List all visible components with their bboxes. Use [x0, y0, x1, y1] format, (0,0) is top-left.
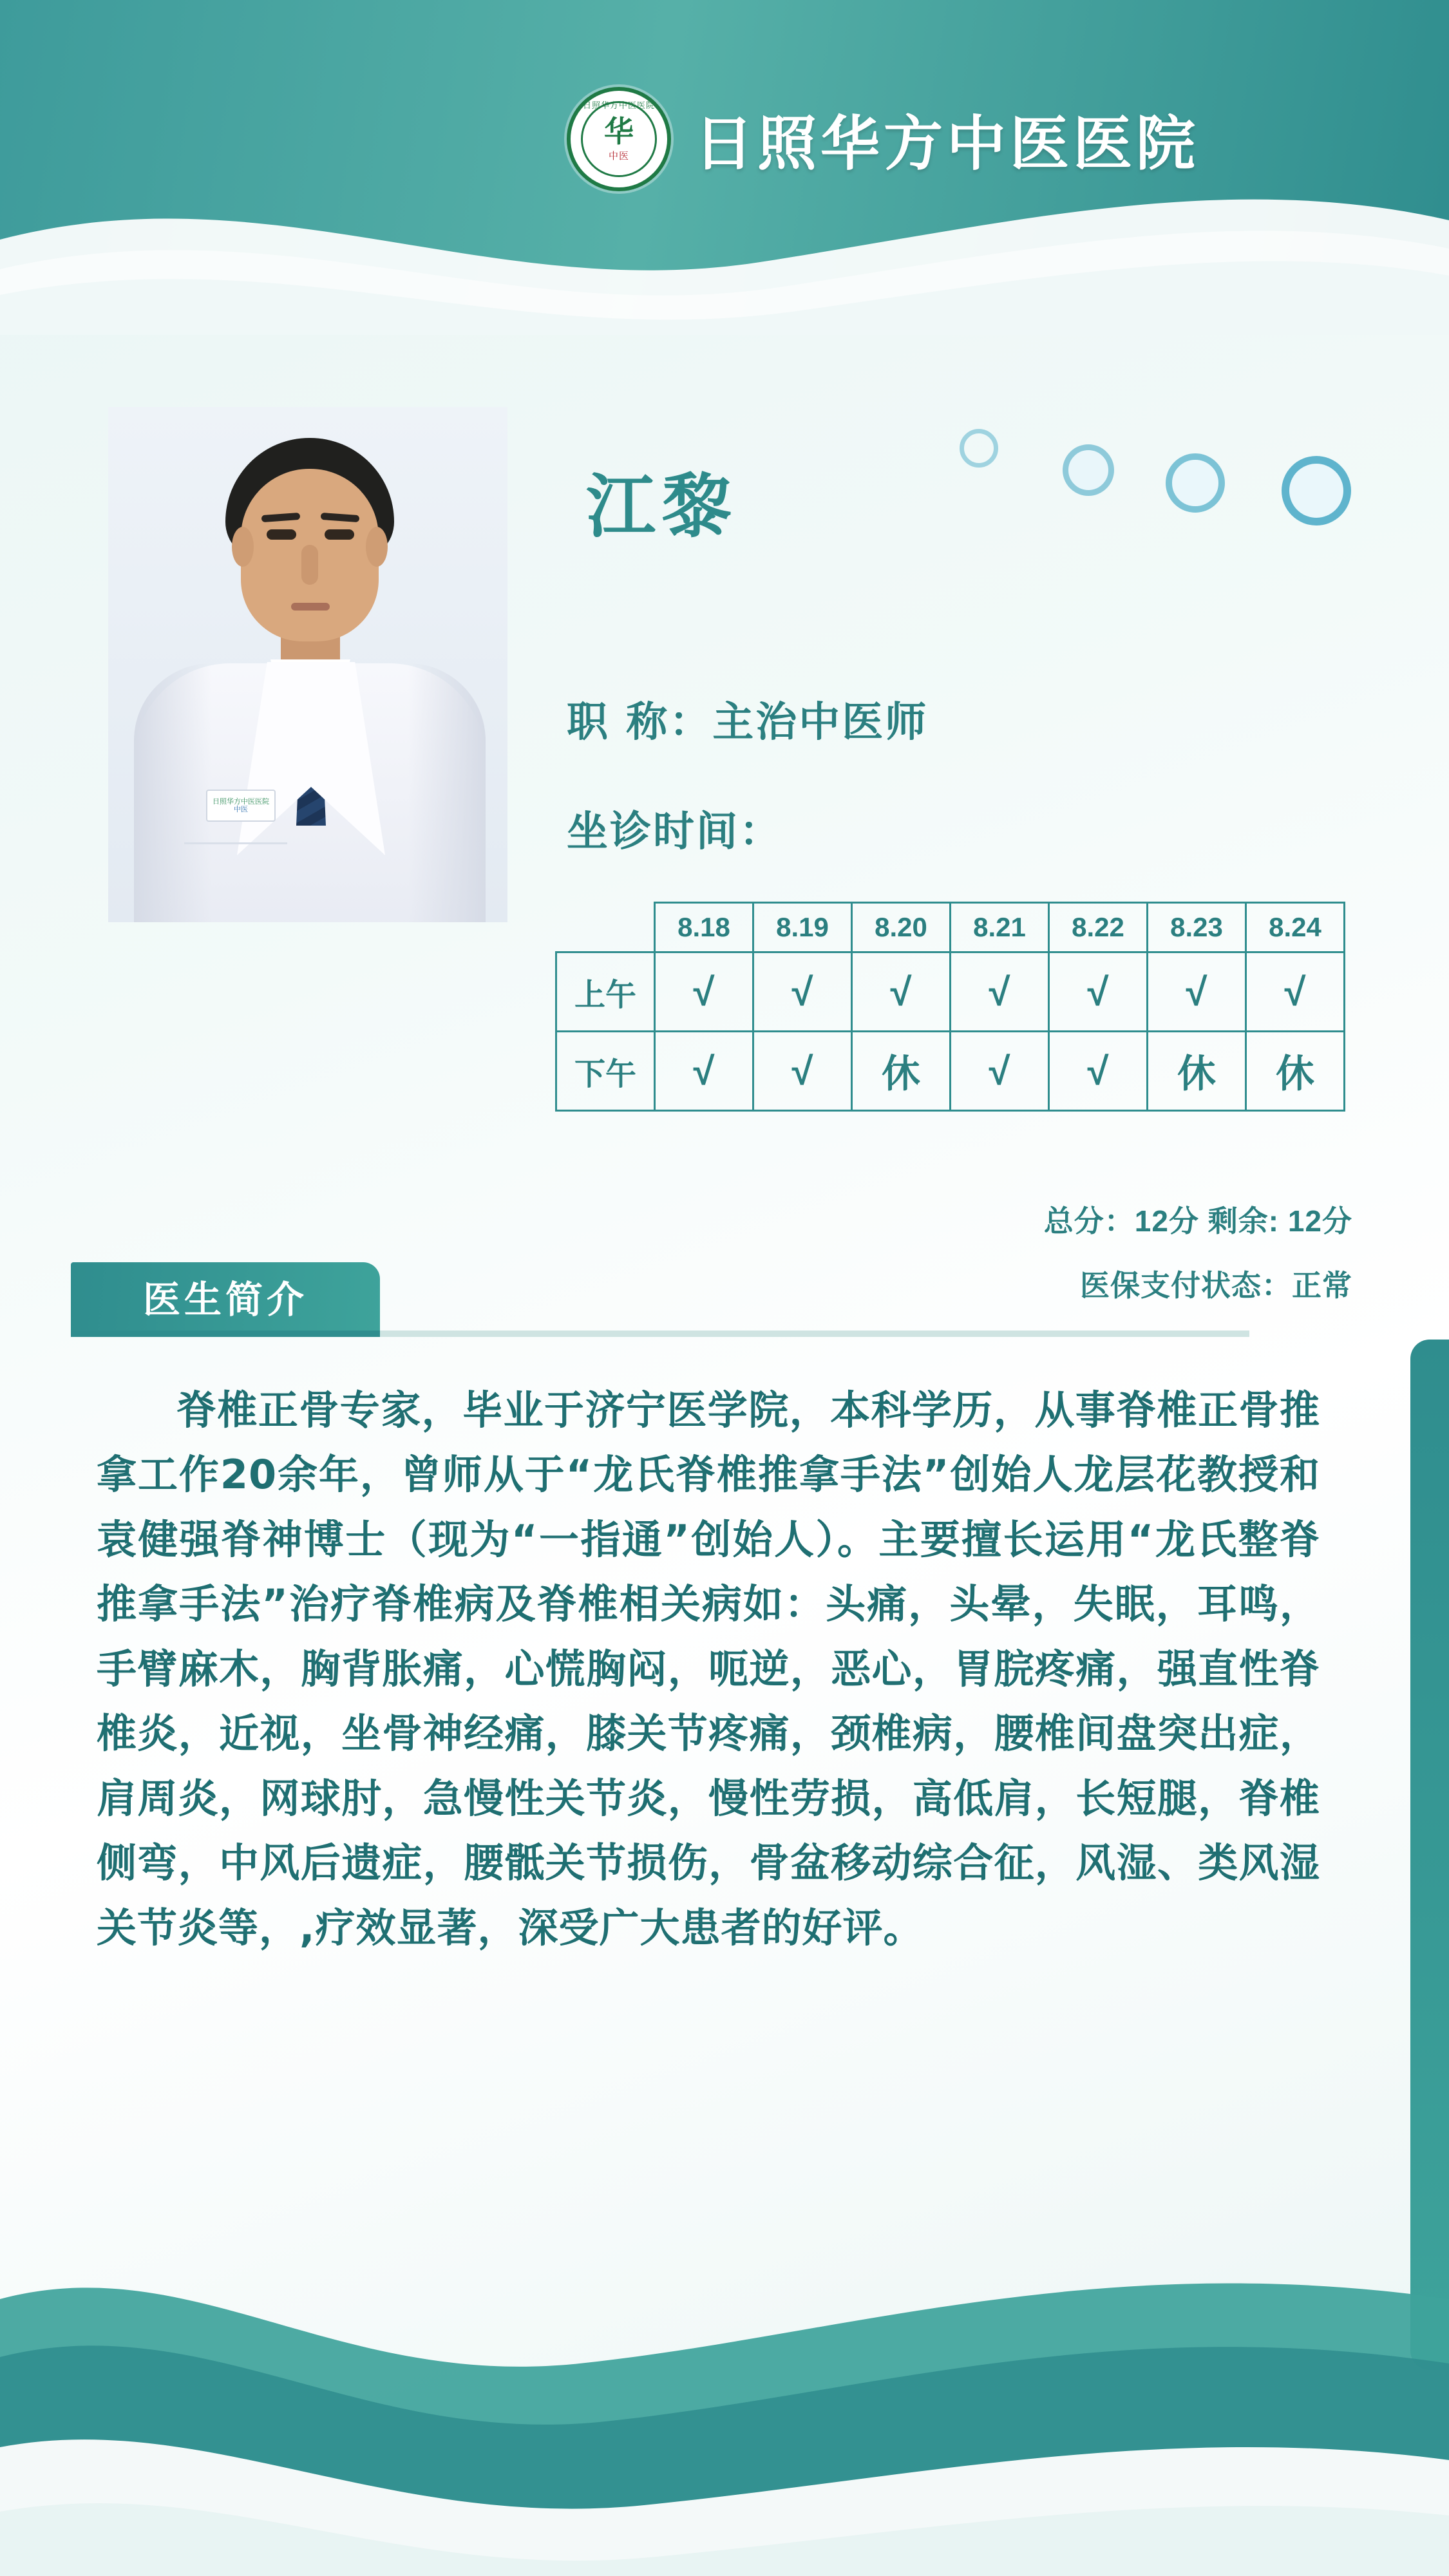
score-total-line: 总分：12分 剩余: 12分 — [1043, 1204, 1352, 1238]
photo-mouth — [291, 603, 330, 611]
circle-dot-3-icon — [1166, 453, 1225, 513]
schedule-date-3: 8.21 — [951, 903, 1049, 952]
doctor-bio-text: 脊椎正骨专家，毕业于济宁医学院，本科学历，从事脊椎正骨推拿工作20余年，曾师从于“龙氏脊椎推拿手法”创始人龙层花教授和袁健强脊神博士（现为“一指通”创始人）。主要擅长运用“龙氏整脊推拿手法”治疗脊椎病及脊椎相关病如：头痛，头晕，失眠，耳鸣，手臂麻木，胸背胀痛，心慌胸闷，呃逆，恶心，胃脘疼痛，强直性脊椎炎，近视，坐骨神经痛，膝关节疼痛，颈椎病，腰椎间盘突出症，肩周炎，网球肘，急慢性关节炎，慢性劳损，高低肩，长短腿，脊椎侧弯，中风后遗症，腰骶关节损伤，骨盆移动综合征，风湿、类风湿关节炎等，,疗效显著，深受广大患者的好评。 — [97, 1387, 1320, 1951]
photo-coat-shadow-right — [408, 663, 486, 922]
schedule-corner-cell — [556, 903, 655, 952]
photo-eye-left — [267, 529, 296, 540]
decorative-circles — [947, 406, 1410, 496]
schedule-cell-afternoon-4: √ — [1049, 1032, 1148, 1111]
schedule-cell-afternoon-2: 休 — [852, 1032, 951, 1111]
footer-wave-svg — [0, 2087, 1449, 2576]
header-banner — [0, 0, 1449, 335]
circle-dot-4-icon — [1282, 456, 1351, 526]
right-edge-decoration — [1410, 1340, 1449, 2370]
schedule-cell-afternoon-5: 休 — [1148, 1032, 1246, 1111]
logo-inner-ring — [581, 101, 657, 177]
hospital-logo-icon — [567, 87, 671, 191]
logo-sub-text: 中医 — [608, 150, 629, 162]
schedule-row-morning — [556, 952, 1345, 1032]
schedule-date-2: 8.20 — [852, 903, 951, 952]
schedule-header-row — [556, 903, 1345, 952]
circle-dot-1-icon — [960, 429, 998, 468]
schedule-date-4: 8.22 — [1049, 903, 1148, 952]
schedule-row-label-morning: 上午 — [556, 952, 655, 1032]
photo-coat-pocket — [184, 842, 287, 906]
schedule-row-label-afternoon: 下午 — [556, 1032, 655, 1111]
doctor-photo — [108, 407, 507, 922]
doctor-name: 江黎 — [586, 466, 739, 547]
intro-section-tab — [71, 1262, 380, 1331]
brand-lockup — [567, 87, 1199, 191]
intro-section-title: 医生简介 — [142, 1279, 308, 1321]
schedule-label: 坐诊时间： — [567, 808, 782, 855]
intro-section-divider — [71, 1331, 1249, 1337]
schedule-table-body — [556, 903, 1345, 1111]
photo-ear-right — [366, 527, 388, 567]
schedule-cell-morning-3: √ — [951, 952, 1049, 1032]
logo-arc-text: 日照华方中医医院 — [582, 100, 655, 110]
insurance-status-line: 医保支付状态：正常 — [1080, 1269, 1352, 1302]
schedule-cell-morning-6: √ — [1246, 952, 1345, 1032]
schedule-cell-morning-5: √ — [1148, 952, 1246, 1032]
footer-wave-decoration — [0, 2087, 1449, 2576]
schedule-date-1: 8.19 — [753, 903, 852, 952]
photo-badge-line1: 日照华方中医医院 — [213, 797, 269, 806]
schedule-date-5: 8.23 — [1148, 903, 1246, 952]
doctor-title-label: 职 称： — [567, 699, 713, 746]
schedule-date-0: 8.18 — [655, 903, 753, 952]
circle-dot-2-icon — [1063, 444, 1114, 496]
schedule-table — [555, 902, 1345, 1112]
hospital-name: 日照华方中医医院 — [694, 109, 1200, 178]
schedule-cell-afternoon-1: √ — [753, 1032, 852, 1111]
schedule-cell-afternoon-0: √ — [655, 1032, 753, 1111]
schedule-cell-afternoon-3: √ — [951, 1032, 1049, 1111]
doctor-title-row — [567, 689, 928, 748]
schedule-cell-morning-4: √ — [1049, 952, 1148, 1032]
schedule-cell-morning-0: √ — [655, 952, 753, 1032]
photo-name-badge — [206, 790, 276, 822]
photo-ear-left — [232, 527, 254, 567]
schedule-cell-afternoon-6: 休 — [1246, 1032, 1345, 1111]
photo-nose — [301, 545, 318, 585]
logo-mark-text: 华 — [604, 114, 634, 148]
stats-block — [1044, 1198, 1352, 1305]
photo-eye-right — [325, 529, 354, 540]
schedule-row-afternoon — [556, 1032, 1345, 1111]
schedule-cell-morning-2: √ — [852, 952, 951, 1032]
schedule-cell-morning-1: √ — [753, 952, 852, 1032]
schedule-date-6: 8.24 — [1246, 903, 1345, 952]
photo-badge-line2: 中医 — [234, 806, 248, 813]
doctor-title-value: 主治中医师 — [712, 699, 929, 746]
